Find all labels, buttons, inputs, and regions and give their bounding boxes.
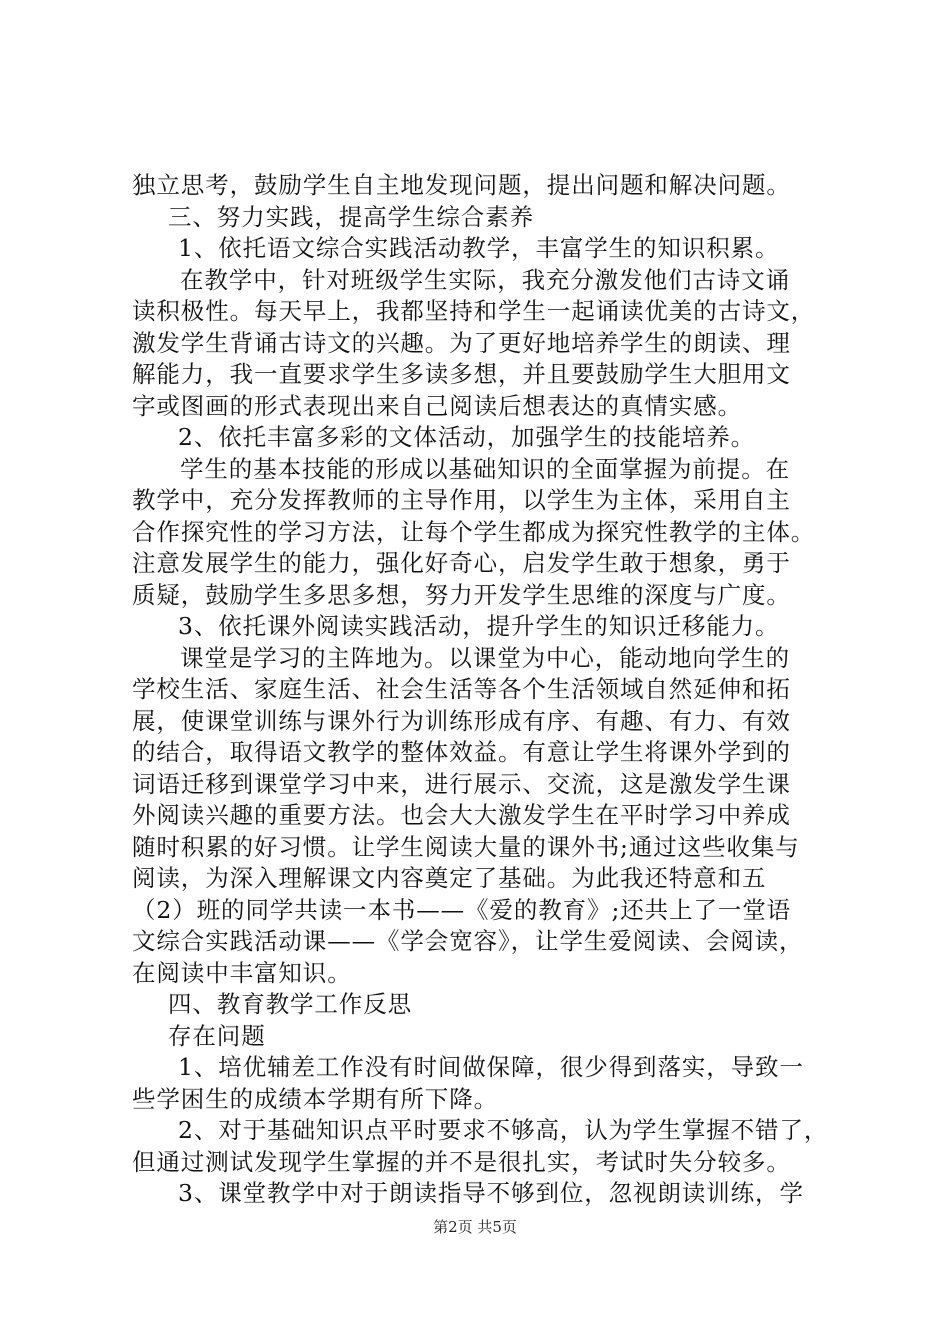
text-line: 2、对于基础知识点平时要求不够高，认为学生掌握不错了， [178,1116,828,1144]
text-line: 但通过测试发现学生掌握的并不是很扎实，考试时失分较多。 [132,1147,791,1176]
text-line: 在教学中，针对班级学生实际，我充分激发他们古诗文诵 [180,265,790,294]
text-line: 学生的基本技能的形成以基础知识的全面掌握为前提。在 [180,454,790,483]
text-line: 四、教育教学工作反思 [168,990,412,1018]
text-line: 学校生活、家庭生活、社会生活等各个生活领域自然延伸和拓 [132,675,791,703]
text-line: 激发学生背诵古诗文的兴趣。为了更好地培养学生的朗读、理 [132,328,791,357]
text-line: 些学困生的成绩本学期有所下降。 [132,1084,498,1113]
text-line: 文综合实践活动课——《学会宽容》，让学生爱阅读、会阅读， [132,927,804,955]
text-line: 三、努力实践，提高学生综合素养 [168,202,534,231]
text-line: 质疑，鼓励学生多思多想，努力开发学生思维的深度与广度。 [132,580,791,609]
text-line: 注意发展学生的能力，强化好奇心，启发学生敢于想象，勇于 [132,549,791,577]
text-line: 的结合，取得语文教学的整体效益。有意让学生将课外学到的 [132,738,791,766]
text-line: 存在问题 [168,1021,266,1050]
text-line: 课堂是学习的主阵地为。以课堂为中心，能动地向学生的 [180,643,790,672]
text-line: 合作探究性的学习方法，让每个学生都成为探究性教学的主体。 [132,517,816,546]
text-line: 教学中，充分发挥教师的主导作用，以学生为主体，采用自主 [132,486,791,514]
text-line: 随时积累的好习惯。让学生阅读大量的课外书;通过这些收集与 [132,832,800,861]
text-line: 词语迁移到课堂学习中来，进行展示、交流，这是激发学生课 [132,769,791,798]
text-line: 读积极性。每天早上，我都坚持和学生一起诵读优美的古诗文， [132,297,816,325]
text-line: 1、依托语文综合实践活动教学，丰富学生的知识积累。 [178,234,780,262]
text-line: 3、课堂教学中对于朗读指导不够到位，忽视朗读训练，学 [178,1179,804,1207]
text-line: （2）班的同学共读一本书——《爱的教育》;还共上了一堂语 [132,895,792,924]
text-line: 展，使课堂训练与课外行为训练形成有序、有趣、有力、有效 [132,706,791,735]
page-footer: 第2页 共5页 [433,1218,517,1236]
text-line: 在阅读中丰富知识。 [132,958,352,987]
text-line: 2、依托丰富多彩的文体活动，加强学生的技能培养。 [178,423,756,451]
text-line: 字或图画的形式表现出来自己阅读后想表达的真情实感。 [132,391,742,420]
text-line: 独立思考，鼓励学生自主地发现问题，提出问题和解决问题。 [132,171,791,199]
text-line: 解能力，我一直要求学生多读多想，并且要鼓励学生大胆用文 [132,360,791,388]
document-body [132,170,828,1210]
text-line: 外阅读兴趣的重要方法。也会大大激发学生在平时学习中养成 [132,801,791,829]
text-line: 3、依托课外阅读实践活动，提升学生的知识迁移能力。 [178,612,780,640]
text-line: 1、培优辅差工作没有时间做保障，很少得到落实，导致一 [178,1053,804,1081]
text-line: 阅读，为深入理解课文内容奠定了基础。为此我还特意和五 [132,864,767,892]
